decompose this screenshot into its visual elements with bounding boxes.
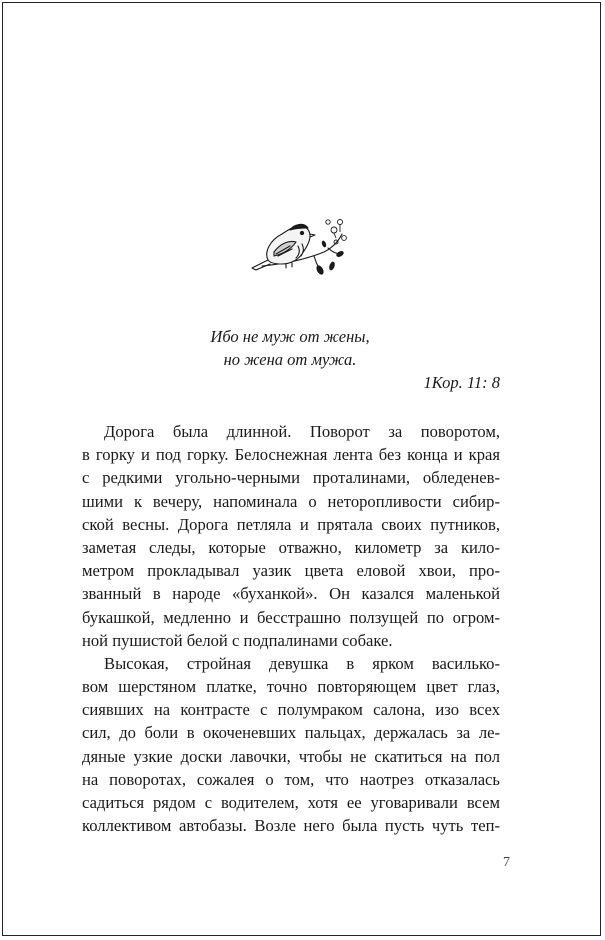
- text-line: ной пушистой белой с подпалинами собаке.: [82, 630, 393, 650]
- epigraph-line: Ибо не муж от жены,: [210, 327, 370, 346]
- text-line: вом шерстяном платке, точно повторяющем цвет глаз,: [82, 677, 500, 697]
- text-line: на поворотах, сожалея о том, что наотрез отказалась: [82, 769, 500, 789]
- text-line: Дорога была длинной. Поворот за поворотом,: [104, 422, 500, 441]
- text-line: с редкими угольно-черными проталинами, обледенев-: [82, 468, 500, 488]
- text-line: коллективом автобазы. Возле него была пусть чуть теп-: [82, 816, 500, 836]
- text-line: сил, до боли в окоченевших пальцах, держалась за ле-: [82, 723, 500, 743]
- page-number: 7: [503, 855, 510, 870]
- text-line: заметая следы, которые отважно, километр за кило-: [82, 537, 500, 557]
- text-line: ской весны. Дорога петляла и прятала своих путников,: [82, 514, 500, 534]
- text-line: дяные узкие доски лавочки, чтобы не скатиться на пол: [82, 746, 500, 766]
- text-line: Высокая, стройная девушка в ярком василько-: [104, 653, 500, 673]
- text-line: сиявших на контрасте с полумраком салона, изо всех: [82, 700, 500, 720]
- bird-on-branch-icon: [244, 208, 352, 284]
- text-line: садиться рядом с водителем, хотя ее уговаривали всем: [82, 793, 500, 812]
- text-line: букашкой, медленно и бесстрашно ползущей по огром-: [82, 607, 500, 627]
- epigraph: [80, 325, 500, 371]
- text-line: шими к вечеру, напоминала о неторопливости сибир-: [82, 491, 500, 511]
- text-line: метром прокладывал уазик цвета еловой хвои, про-: [82, 561, 500, 581]
- body-text: [82, 420, 500, 837]
- text-line: званный в народе «буханкой». Он казался маленькой: [82, 584, 500, 604]
- epigraph-line: но жена от мужа.: [223, 350, 357, 369]
- text-line: в горку и под горку. Белоснежная лента без конца и края: [82, 445, 500, 465]
- epigraph-source: 1Кор. 11: 8: [423, 373, 500, 392]
